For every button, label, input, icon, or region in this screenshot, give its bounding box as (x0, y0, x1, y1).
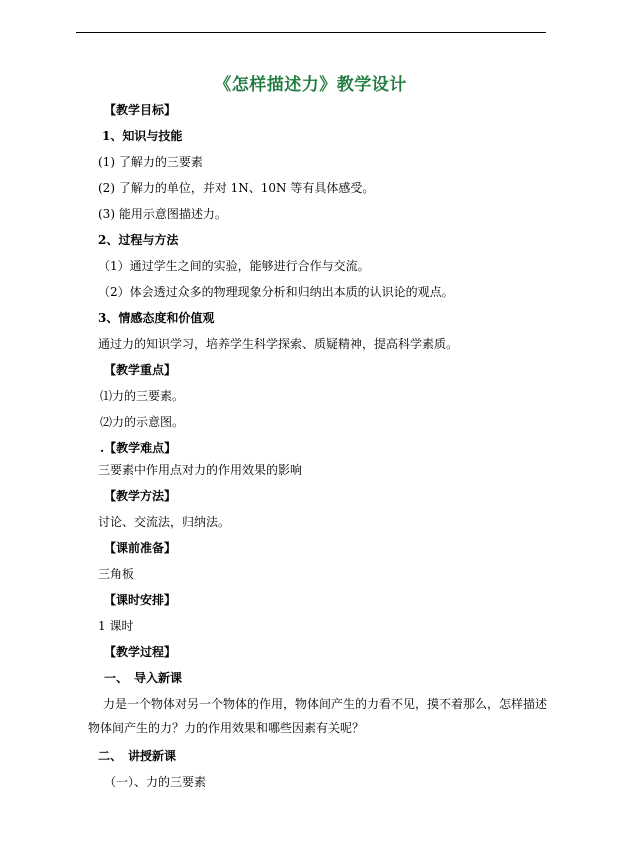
difficulty-text: 三要素中作用点对力的作用效果的影响 (98, 463, 303, 477)
process-2: （2）体会透过众多的物理现象分析和归纳出本质的认识论的观点。 (98, 285, 454, 299)
process-method-heading: 2、过程与方法 (98, 233, 179, 247)
key-point-2: ⑵力的示意图。 (100, 415, 185, 429)
process-1: （1）通过学生之间的实验，能够进行合作与交流。 (98, 259, 370, 273)
intro-paragraph: 力是一个物体对另一个物体的作用，物体间产生的力看不见，摸不着那么，怎样描述物体间产生的力？力的作用效果和哪些因素有关呢？ (88, 697, 548, 735)
schedule-heading: 【课时安排】 (104, 593, 177, 607)
preparation-heading: 【课前准备】 (104, 541, 177, 555)
method-heading: 【教学方法】 (104, 489, 177, 503)
knowledge-skills-heading: 1、知识与技能 (102, 129, 183, 143)
section-1-heading: 一、 导入新课 (104, 671, 183, 685)
difficulty-heading: .【教学难点】 (100, 441, 177, 455)
objective-3: (3) 能用示意图描述力。 (98, 207, 227, 221)
document-title: 《怎样描述力》教学设计 (214, 75, 407, 95)
attitude-text: 通过力的知识学习，培养学生科学探索、质疑精神，提高科学素质。 (98, 337, 459, 351)
process-heading: 【教学过程】 (104, 645, 177, 659)
section-2-heading: 二、 讲授新课 (98, 749, 177, 763)
subsection-1-heading: （一）、力的三要素 (104, 775, 207, 789)
teaching-objectives-heading: 【教学目标】 (104, 103, 177, 117)
header-rule (76, 32, 546, 33)
preparation-text: 三角板 (98, 567, 135, 581)
key-point-1: ⑴力的三要素。 (100, 389, 185, 403)
method-text: 讨论、交流法，归纳法。 (98, 515, 231, 529)
schedule-text: 1 课时 (98, 619, 134, 633)
key-points-heading: 【教学重点】 (104, 363, 177, 377)
objective-2: (2) 了解力的单位，并对 1N、10N 等有具体感受。 (98, 181, 375, 195)
attitude-heading: 3、情感态度和价值观 (98, 311, 215, 325)
objective-1: (1) 了解力的三要素 (98, 155, 203, 169)
